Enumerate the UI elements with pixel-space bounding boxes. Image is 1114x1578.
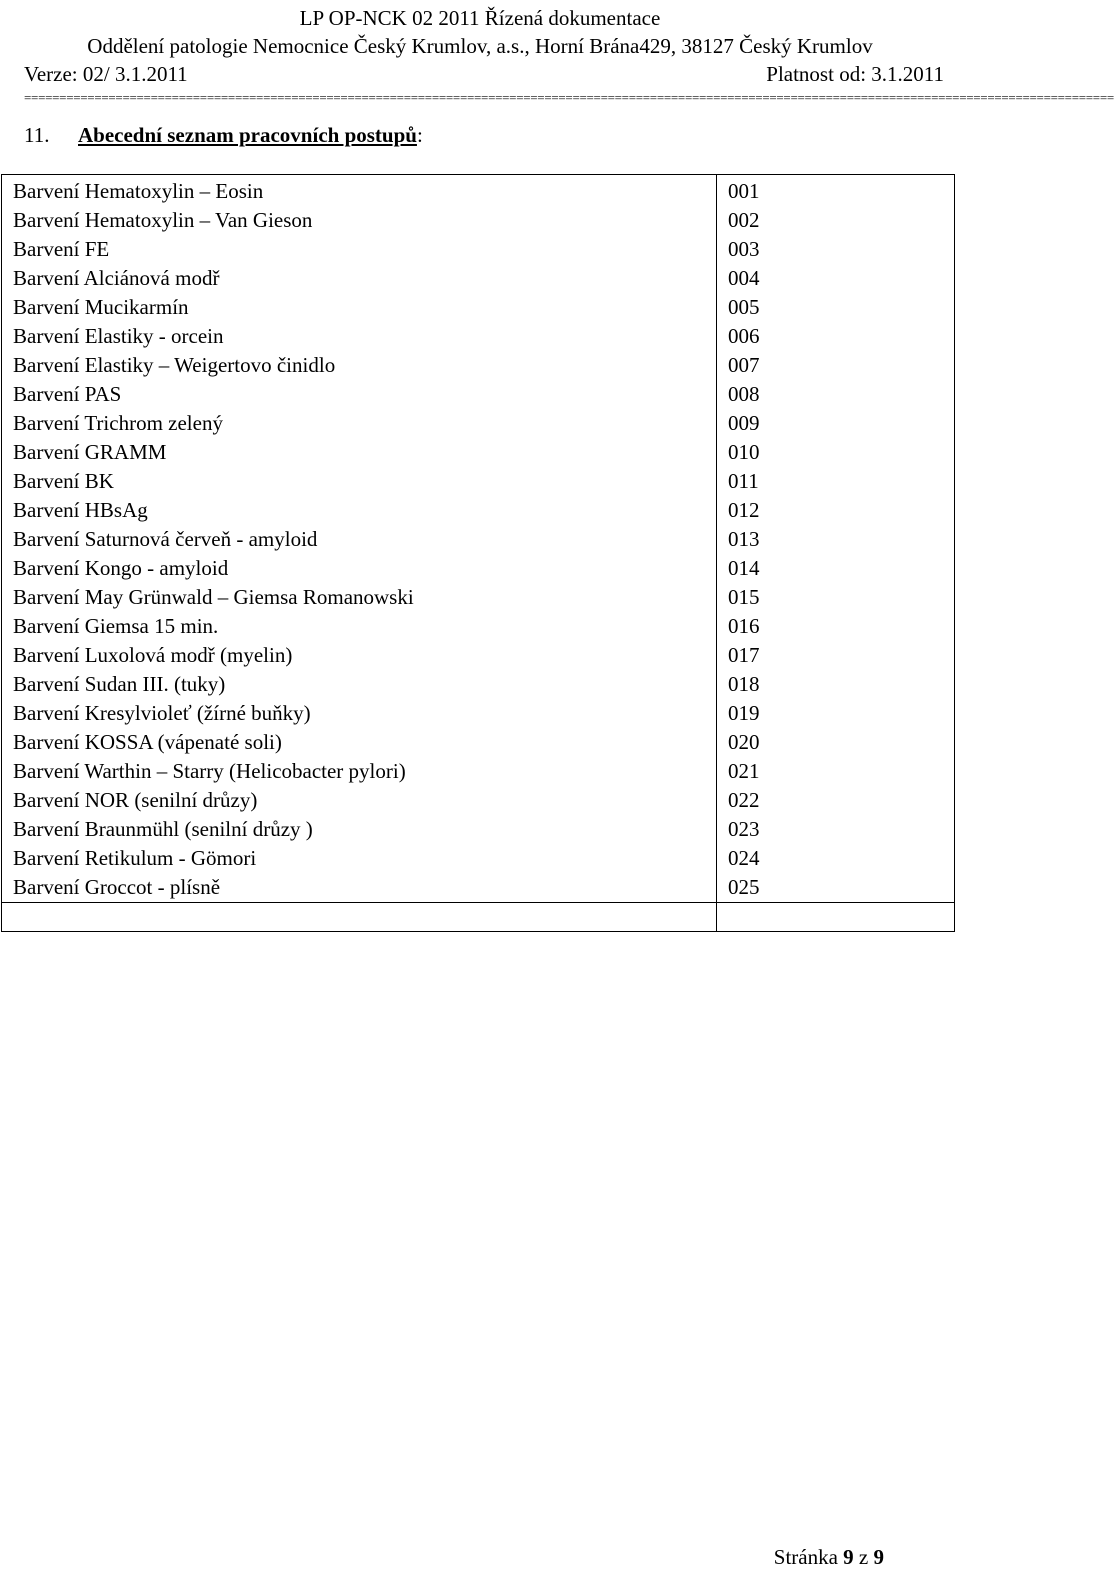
procedure-name: Barvení May Grünwald – Giemsa Romanowski <box>2 583 717 612</box>
procedure-name: Barvení GRAMM <box>2 438 717 467</box>
empty-cell <box>717 903 955 932</box>
validity-label: Platnost od: 3.1.2011 <box>766 62 944 86</box>
table-row <box>2 235 955 264</box>
section-title: Abecední seznam pracovních postupů <box>78 123 417 147</box>
section-number: 11. <box>24 123 50 147</box>
table-row <box>2 641 955 670</box>
procedure-code: 001 <box>717 175 955 207</box>
table-row <box>2 815 955 844</box>
procedure-name: Barvení Sudan III. (tuky) <box>2 670 717 699</box>
procedure-code: 020 <box>717 728 955 757</box>
empty-cell <box>2 903 717 932</box>
table-row <box>2 612 955 641</box>
procedure-name: Barvení Warthin – Starry (Helicobacter pylori) <box>2 757 717 786</box>
table-row <box>2 438 955 467</box>
procedure-code: 011 <box>717 467 955 496</box>
procedure-name: Barvení Mucikarmín <box>2 293 717 322</box>
procedure-name: Barvení Kresylvioleť (žírné buňky) <box>2 699 717 728</box>
table-row <box>2 873 955 903</box>
procedure-code: 014 <box>717 554 955 583</box>
table-row <box>2 699 955 728</box>
procedure-code: 021 <box>717 757 955 786</box>
procedure-code: 006 <box>717 322 955 351</box>
table-row <box>2 380 955 409</box>
procedure-code: 019 <box>717 699 955 728</box>
procedure-code: 005 <box>717 293 955 322</box>
procedure-name: Barvení Kongo - amyloid <box>2 554 717 583</box>
current-page: 9 <box>843 1545 854 1569</box>
version-label: Verze: 02/ 3.1.2011 <box>24 62 188 86</box>
table-row <box>2 728 955 757</box>
header-separator: =========================================================================================================================================================== <box>24 90 1114 105</box>
table-row <box>2 496 955 525</box>
procedure-name: Barvení Groccot - plísně <box>2 873 717 903</box>
procedure-name: Barvení Elastiky – Weigertovo činidlo <box>2 351 717 380</box>
table-row <box>2 206 955 235</box>
procedure-name: Barvení PAS <box>2 380 717 409</box>
table-row <box>2 583 955 612</box>
procedure-name: Barvení NOR (senilní drůzy) <box>2 786 717 815</box>
table-row <box>2 264 955 293</box>
procedure-code: 007 <box>717 351 955 380</box>
section-heading <box>24 122 423 148</box>
procedure-code: 002 <box>717 206 955 235</box>
procedure-code: 008 <box>717 380 955 409</box>
procedure-code: 017 <box>717 641 955 670</box>
table-row <box>2 670 955 699</box>
procedure-name: Barvení Elastiky - orcein <box>2 322 717 351</box>
procedure-code: 018 <box>717 670 955 699</box>
procedure-name: Barvení Braunmühl (senilní drůzy ) <box>2 815 717 844</box>
page-prefix: Stránka <box>773 1545 838 1569</box>
table-row <box>2 175 955 207</box>
procedure-code: 022 <box>717 786 955 815</box>
empty-row <box>2 903 955 932</box>
procedure-name: Barvení HBsAg <box>2 496 717 525</box>
procedure-table <box>1 174 955 932</box>
department-address: Oddělení patologie Nemocnice Český Krumlov, a.s., Horní Brána429, 38127 Český Krumlov <box>87 34 873 58</box>
procedure-name: Barvení FE <box>2 235 717 264</box>
procedure-code: 012 <box>717 496 955 525</box>
procedure-name: Barvení BK <box>2 467 717 496</box>
table-row <box>2 844 955 873</box>
procedure-code: 010 <box>717 438 955 467</box>
table-row <box>2 351 955 380</box>
procedure-code: 003 <box>717 235 955 264</box>
procedure-code: 025 <box>717 873 955 903</box>
procedure-name: Barvení Saturnová červeň - amyloid <box>2 525 717 554</box>
procedure-code: 024 <box>717 844 955 873</box>
table-row <box>2 322 955 351</box>
procedure-name: Barvení Retikulum - Gömori <box>2 844 717 873</box>
page-of: z <box>858 1545 869 1569</box>
procedure-name: Barvení Hematoxylin – Eosin <box>2 175 717 207</box>
procedure-name: Barvení Trichrom zelený <box>2 409 717 438</box>
table-row <box>2 757 955 786</box>
table-row <box>2 554 955 583</box>
table-row <box>2 293 955 322</box>
procedure-name: Barvení Giemsa 15 min. <box>2 612 717 641</box>
procedure-name: Barvení Alciánová modř <box>2 264 717 293</box>
table-row <box>2 409 955 438</box>
procedure-name: Barvení Hematoxylin – Van Gieson <box>2 206 717 235</box>
page-number <box>774 1544 884 1570</box>
table-row <box>2 467 955 496</box>
procedure-name: Barvení KOSSA (vápenaté soli) <box>2 728 717 757</box>
table-row <box>2 525 955 554</box>
procedure-code: 016 <box>717 612 955 641</box>
procedure-code: 015 <box>717 583 955 612</box>
document-control-title: LP OP-NCK 02 2011 Řízená dokumentace <box>299 6 661 30</box>
procedure-code: 013 <box>717 525 955 554</box>
procedure-name: Barvení Luxolová modř (myelin) <box>2 641 717 670</box>
section-colon: : <box>416 123 423 147</box>
procedure-code: 023 <box>717 815 955 844</box>
procedure-code: 004 <box>717 264 955 293</box>
total-pages: 9 <box>873 1545 884 1569</box>
procedure-code: 009 <box>717 409 955 438</box>
table-row <box>2 786 955 815</box>
